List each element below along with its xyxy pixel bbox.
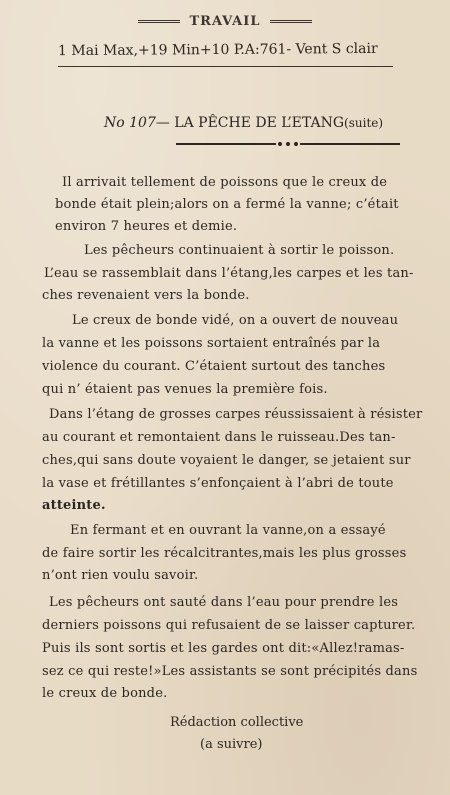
article-credit: Rédaction collective bbox=[170, 715, 304, 730]
article-headline bbox=[104, 115, 383, 131]
body-line: sez ce qui reste!»Les assistants se sont précipités dans bbox=[42, 664, 418, 679]
body-line: violence du courant. C’étaient surtout des tanches bbox=[42, 359, 386, 374]
headline-underline bbox=[176, 142, 400, 146]
body-line: Dans l’étang de grosses carpes réussissaient à résister bbox=[49, 407, 423, 422]
body-line: derniers poissons qui refusaient de se laisser capturer. bbox=[42, 618, 416, 633]
body-line: L’eau se rassemblait dans l’étang,les carpes et les tan- bbox=[44, 266, 414, 281]
body-line: la vase et frétillantes s’enfonçaient à l’abri de toute bbox=[42, 476, 394, 491]
body-line: ches,qui sans doute voyaient le danger, se jetaient sur bbox=[42, 453, 411, 468]
body-line: atteinte. bbox=[42, 498, 106, 513]
article-suffix: (suite) bbox=[344, 116, 384, 130]
body-line: Il arrivait tellement de poissons que le creux de bbox=[62, 175, 388, 190]
body-line: Les pêcheurs continuaient à sortir le poisson. bbox=[84, 243, 395, 258]
masthead-rule-left bbox=[138, 20, 180, 23]
masthead-text: TRAVAIL bbox=[189, 14, 261, 29]
body-line: bonde était plein;alors on a fermé la vanne; c’était bbox=[55, 197, 399, 212]
header-rule bbox=[58, 66, 393, 67]
date-weather-line: 1 Mai Max,+19 Min+10 P.A:761- Vent S clair bbox=[57, 40, 378, 60]
body-line: ches revenaient vers la bonde. bbox=[42, 288, 250, 303]
masthead bbox=[0, 14, 450, 29]
masthead-rule-right bbox=[270, 20, 312, 23]
body-line: le creux de bonde. bbox=[42, 686, 168, 701]
body-line: Puis ils sont sortis et les gardes ont dit:«Allez!ramas- bbox=[42, 641, 405, 656]
body-line: n’ont rien voulu savoir. bbox=[42, 568, 199, 583]
body-line: qui n’ étaient pas venues la première fois. bbox=[42, 382, 328, 397]
body-line: Le creux de bonde vidé, on a ouvert de nouveau bbox=[72, 313, 399, 328]
body-line: En fermant et en ouvrant la vanne,on a essayé bbox=[70, 523, 386, 538]
body-line: de faire sortir les récalcitrantes,mais les plus grosses bbox=[42, 546, 407, 561]
body-line: la vanne et les poissons sortaient entraînés par la bbox=[42, 336, 381, 351]
body-line: Les pêcheurs ont sauté dans l’eau pour prendre les bbox=[49, 595, 399, 610]
continuation-note: (a suivre) bbox=[200, 737, 263, 752]
body-line: au courant et remontaient dans le ruisseau.Des tan- bbox=[42, 430, 396, 445]
article-number: No 107 bbox=[104, 115, 156, 131]
body-line: environ 7 heures et demie. bbox=[55, 219, 238, 234]
article-title: — LA PÊCHE DE L’ETANG bbox=[155, 115, 345, 131]
